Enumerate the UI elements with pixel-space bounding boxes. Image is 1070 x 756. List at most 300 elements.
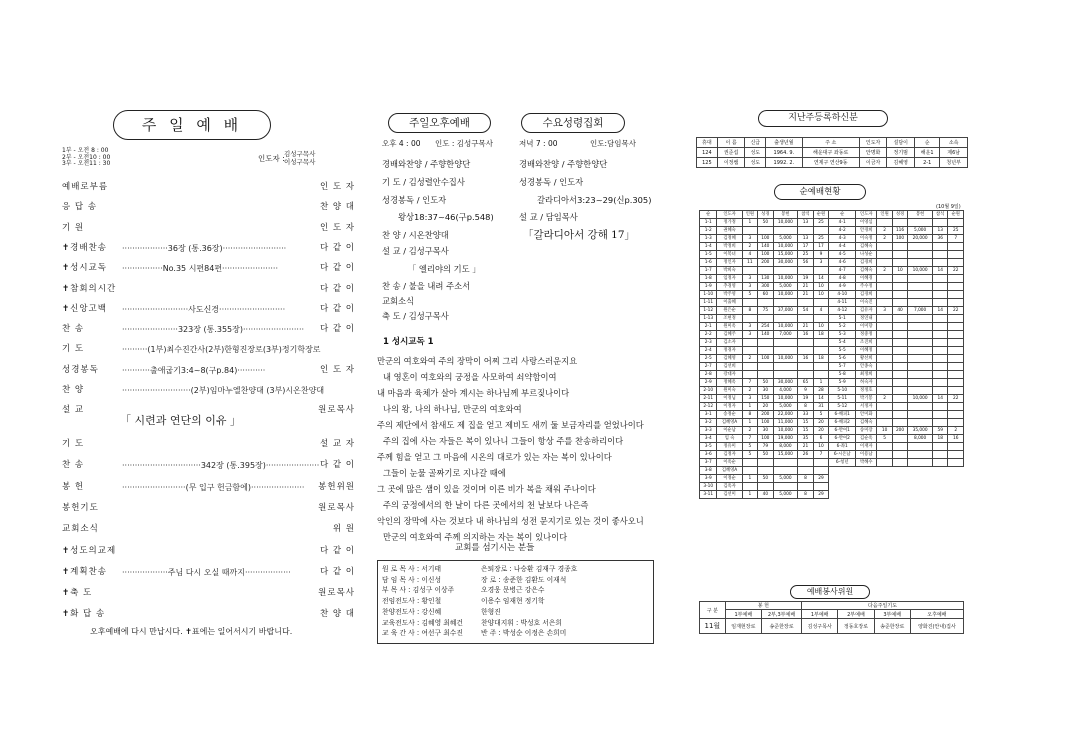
attend-cell — [908, 387, 933, 395]
attend-cell — [877, 371, 892, 379]
attend-cell: 1-7 — [700, 267, 717, 275]
attend-cell — [742, 299, 757, 307]
attend-cell: 8 — [742, 307, 757, 315]
attend-cell: 정경자 — [717, 347, 742, 355]
wed-time: 저녁 7 : 00 — [519, 139, 558, 148]
time-3: 3부 - 오전11 : 30 — [62, 160, 111, 167]
attend-cell — [948, 347, 964, 355]
attend-cell: 100 — [758, 235, 773, 243]
attend-cell: 10,000 — [773, 323, 798, 331]
staff-cell: 반 주 : 박성순 이정은 손희미 — [481, 629, 567, 638]
order-leader: 다 같 이 — [319, 283, 355, 294]
attend-cell: 22 — [948, 395, 964, 403]
attend-cell — [948, 379, 964, 387]
attend-cell — [798, 483, 813, 491]
order-row — [62, 302, 355, 317]
attend-cell: 200 — [758, 259, 773, 267]
attend-cell: 김소자 — [717, 339, 742, 347]
attend-cell: 200 — [892, 427, 907, 435]
staff-box — [377, 560, 654, 644]
attend-cell — [877, 259, 892, 267]
attend-cell — [829, 491, 856, 499]
attend-row — [700, 459, 964, 467]
attend-row — [700, 387, 964, 395]
footer-note: 오후예배에 다시 만납시다. ✝표에는 일어서시기 바랍니다. — [90, 627, 293, 636]
attend-cell: 3 — [742, 395, 757, 403]
staff-cell: 한형진 — [481, 607, 501, 616]
attend-row — [700, 435, 964, 443]
attend-cell: 9 — [813, 251, 828, 259]
attend-row — [700, 475, 964, 483]
attend-cell — [948, 475, 964, 483]
attend-header: 참석 — [798, 211, 813, 219]
attend-cell: 6-해피1 — [829, 411, 856, 419]
attend-cell: 5 — [742, 291, 757, 299]
reading-line: 만군의 여호와여 주의 장막이 어찌 그리 사랑스러운지요 — [377, 356, 578, 366]
attend-cell: 김정혜 — [717, 235, 742, 243]
attend-cell — [948, 387, 964, 395]
attend-cell — [773, 363, 798, 371]
attend-cell — [813, 347, 828, 355]
staff-cell: 부 목 사 : 김성구 이상주 — [382, 586, 455, 595]
attend-cell: 조현정 — [717, 315, 742, 323]
attend-cell — [813, 299, 828, 307]
attend-cell: 1-12 — [700, 307, 717, 315]
attend-cell — [798, 467, 813, 475]
attend-cell: 2 — [742, 355, 757, 363]
attend-cell — [948, 323, 964, 331]
attend-cell — [932, 355, 947, 363]
attend-cell: 11 — [742, 259, 757, 267]
attend-cell — [877, 299, 892, 307]
attend-cell: 2 — [877, 395, 892, 403]
attend-cell: 정연내 — [856, 315, 877, 323]
attend-cell: 4-6 — [829, 259, 856, 267]
attend-cell: 1-4 — [700, 243, 717, 251]
attend-cell: 18 — [932, 435, 947, 443]
attend-cell: 5-5 — [829, 347, 856, 355]
attend-cell — [798, 339, 813, 347]
attend-cell — [877, 491, 892, 499]
order-leader: 원로목사 — [318, 405, 355, 416]
attend-cell — [932, 219, 947, 227]
order-label: 찬 양 — [62, 385, 85, 395]
attend-cell: 권혜숙 — [717, 227, 742, 235]
attend-cell: 10,000 — [773, 395, 798, 403]
staff-row — [378, 564, 581, 575]
duty-cell: 임재현장로 — [725, 619, 761, 634]
duty-cell: 송준한장로 — [761, 619, 801, 634]
attend-cell — [877, 251, 892, 259]
attend-cell — [948, 275, 964, 283]
attend-cell: 10,000 — [773, 291, 798, 299]
attend-cell: 서정자 — [856, 403, 877, 411]
order-leader: 인 도 자 — [319, 222, 355, 233]
attend-cell: 10,000 — [773, 243, 798, 251]
attend-cell: 이정자 — [717, 403, 742, 411]
order-label: 봉헌기도 — [62, 502, 99, 513]
attend-cell: 4-7 — [829, 267, 856, 275]
order-label: 찬 송 — [62, 324, 85, 335]
attend-cell — [908, 243, 933, 251]
attend-cell — [877, 475, 892, 483]
attend-cell — [877, 387, 892, 395]
attend-cell — [908, 347, 933, 355]
attend-cell: 2-2 — [700, 331, 717, 339]
attend-cell: 2 — [742, 243, 757, 251]
duty-header-row — [700, 602, 964, 610]
attend-row — [700, 315, 964, 323]
attend-cell: 2 — [948, 427, 964, 435]
attend-cell: 60 — [758, 291, 773, 299]
attend-cell — [798, 227, 813, 235]
order-row — [62, 322, 355, 337]
attend-cell: 5,000 — [773, 283, 798, 291]
attend-cell — [932, 467, 947, 475]
order-label: 봉 헌 — [62, 481, 85, 492]
reg-cell: 정기범 — [887, 148, 915, 158]
attend-cell: 18 — [813, 331, 828, 339]
attend-cell — [948, 339, 964, 347]
attend-cell: 1-3 — [700, 235, 717, 243]
attend-cell — [948, 371, 964, 379]
attend-cell — [932, 371, 947, 379]
attend-cell — [877, 379, 892, 387]
attend-cell — [908, 475, 933, 483]
attend-cell: 13 — [798, 219, 813, 227]
attend-cell: 1-9 — [700, 283, 717, 291]
attend-row — [700, 299, 964, 307]
order-label: ✝경배찬송 — [62, 242, 107, 253]
attend-cell — [813, 459, 828, 467]
staff-cell: 찬양대지휘 : 박성호 서은희 — [481, 618, 562, 627]
attend-cell — [908, 331, 933, 339]
attend-header: 순 — [700, 211, 717, 219]
attend-cell: 5,000 — [773, 235, 798, 243]
attend-cell — [908, 283, 933, 291]
attend-cell — [798, 459, 813, 467]
order-row — [62, 342, 355, 357]
attend-cell: 25 — [813, 219, 828, 227]
attend-cell — [908, 411, 933, 419]
order-label: ✝성도의교제 — [62, 545, 117, 556]
attend-cell — [773, 267, 798, 275]
attend-row — [700, 275, 964, 283]
attend-row — [700, 227, 964, 235]
order-row — [62, 522, 355, 537]
attend-cell: 10 — [813, 443, 828, 451]
attend-cell: 송정순 — [717, 411, 742, 419]
attend-cell — [742, 347, 757, 355]
attend-cell — [742, 459, 757, 467]
attend-cell — [742, 467, 757, 475]
attend-cell — [856, 475, 877, 483]
attend-cell: 송미장 — [856, 427, 877, 435]
attend-cell: 정중정 — [856, 331, 877, 339]
attend-cell — [932, 315, 947, 323]
attend-cell: 원미옥 — [717, 323, 742, 331]
attend-cell: 3-7 — [700, 459, 717, 467]
attend-header: 인도자 — [717, 211, 742, 219]
attend-cell — [829, 475, 856, 483]
attend-cell — [908, 443, 933, 451]
attend-cell: 5-2 — [829, 323, 856, 331]
attend-cell — [892, 379, 907, 387]
attend-row — [700, 483, 964, 491]
attend-cell — [908, 379, 933, 387]
staff-cell: 오경웅 문병근 강은수 — [481, 586, 545, 595]
attend-cell: 2-5 — [700, 355, 717, 363]
attend-cell: 10 — [813, 291, 828, 299]
order-leader: 다 같 이 — [319, 566, 355, 577]
order-label: 기 원 — [62, 222, 85, 233]
staff-row — [378, 585, 581, 596]
attend-cell: 14 — [932, 267, 947, 275]
attend-cell — [798, 299, 813, 307]
attend-cell — [758, 347, 773, 355]
time-1: 1부 - 오전 8 : 00 — [62, 147, 109, 154]
reg-cell: 1992. 2. — [766, 158, 802, 168]
reg-cell: 2-1 — [915, 158, 940, 168]
attend-cell: 59 — [932, 427, 947, 435]
attend-cell: 김순옥 — [856, 435, 877, 443]
attend-cell: 6-시온남 — [829, 451, 856, 459]
attend-cell: 31 — [813, 403, 828, 411]
attend-cell — [877, 363, 892, 371]
order-row — [62, 586, 355, 601]
reg-header: 휴대 — [697, 138, 718, 148]
attend-cell: 김유자 — [856, 307, 877, 315]
attend-cell — [798, 267, 813, 275]
attend-cell: 10 — [813, 323, 828, 331]
reg-cell: 청년부 — [940, 158, 968, 168]
attend-cell: 이재자 — [856, 443, 877, 451]
attend-cell: 2-9 — [700, 379, 717, 387]
reading-line: 만군의 여호와여 주께 의지하는 자는 복이 있나이다 — [383, 532, 568, 542]
attend-cell — [758, 363, 773, 371]
attend-header: 성경 — [892, 211, 907, 219]
attend-cell — [758, 371, 773, 379]
attend-cell: 2-1 — [700, 323, 717, 331]
order-leader: 위 원 — [332, 524, 355, 535]
attend-cell — [948, 443, 964, 451]
attend-cell: 1 — [813, 379, 828, 387]
attend-cell: 7 — [742, 435, 757, 443]
attend-cell: 20 — [758, 403, 773, 411]
pm-time: 오후 4 : 00 — [382, 139, 421, 148]
order-detail: ·······························342장 (통.395장)····················· — [122, 461, 320, 471]
attend-cell: 254 — [758, 323, 773, 331]
attend-cell: 1-1 — [700, 219, 717, 227]
attend-cell: 10,000 — [773, 275, 798, 283]
order-row — [62, 282, 355, 297]
attend-cell: 5 — [742, 451, 757, 459]
order-row — [62, 363, 355, 378]
attend-cell: 3 — [742, 323, 757, 331]
attend-cell: 50 — [758, 219, 773, 227]
attend-cell — [948, 259, 964, 267]
attend-cell: 5-6 — [829, 355, 856, 363]
attend-cell — [798, 363, 813, 371]
attend-cell: 1-8 — [700, 275, 717, 283]
order-row — [62, 221, 355, 236]
attend-row — [700, 427, 964, 435]
attend-cell — [892, 443, 907, 451]
reg-cell: 권준섭 — [717, 148, 745, 158]
attend-cell: 33 — [798, 411, 813, 419]
attend-cell — [948, 451, 964, 459]
reading-line: 나의 왕, 나의 하나님, 만군의 여호와여 — [383, 404, 522, 414]
attend-cell — [932, 243, 947, 251]
attend-cell: 박주영 — [717, 291, 742, 299]
attend-cell: 16 — [798, 331, 813, 339]
attend-row — [700, 443, 964, 451]
attend-cell: 35,000 — [908, 427, 933, 435]
main-service-title: 주 일 예 배 — [113, 110, 271, 140]
reading-line: 내 마음과 육체가 살아 계시는 하나님께 부르짖나이다 — [377, 388, 570, 398]
attend-cell — [908, 323, 933, 331]
attend-cell — [877, 291, 892, 299]
attend-cell — [948, 403, 964, 411]
order-leader: 인 도 자 — [319, 182, 355, 192]
attend-cell: 이정순 — [717, 475, 742, 483]
attend-cell — [932, 419, 947, 427]
attend-cell: 3-9 — [700, 475, 717, 483]
attend-cell: 50 — [758, 451, 773, 459]
attend-cell: 안경희 — [856, 227, 877, 235]
order-label: 설 교 — [62, 405, 85, 416]
attend-cell — [813, 267, 828, 275]
attend-cell — [877, 219, 892, 227]
pm-item: 성경봉독 / 인도자 — [382, 195, 447, 205]
attend-cell: 19 — [798, 275, 813, 283]
attend-cell: 2-11 — [700, 395, 717, 403]
attend-cell: 1 — [742, 403, 757, 411]
reading-line: 주께 힘을 얻고 그 마음에 시온의 대로가 있는 자는 복이 있나이다 — [377, 452, 612, 462]
attend-cell — [892, 451, 907, 459]
attend-cell — [798, 315, 813, 323]
attend-cell: 75 — [758, 307, 773, 315]
reading-title: 1 성시교독 1 — [383, 337, 434, 347]
attend-cell: 14 — [932, 307, 947, 315]
attend-cell: 5-3 — [829, 331, 856, 339]
staff-row — [378, 628, 581, 639]
attend-cell — [773, 315, 798, 323]
order-leader: 다 같 이 — [319, 545, 355, 556]
attend-cell — [773, 371, 798, 379]
order-row — [62, 383, 355, 398]
attend-cell — [877, 339, 892, 347]
attend-cell — [892, 251, 907, 259]
attend-cell: 3 — [742, 283, 757, 291]
attend-cell — [932, 451, 947, 459]
order-row — [62, 607, 355, 622]
attend-cell — [892, 395, 907, 403]
duty-cell: 양화진(안내)집사 — [910, 619, 963, 634]
pm-item: 찬 양 / 시온찬양대 — [382, 230, 449, 240]
attend-cell: 김혜숙 — [856, 419, 877, 427]
attend-cell: 5,000 — [908, 227, 933, 235]
service-times — [62, 148, 110, 168]
attend-cell — [892, 419, 907, 427]
order-label: 찬 송 — [62, 460, 85, 471]
attend-header: 순 — [829, 211, 856, 219]
attend-cell: 3-5 — [700, 443, 717, 451]
order-detail: ··················주님 다시 오실 때까지·················· — [122, 567, 291, 577]
attend-cell — [758, 227, 773, 235]
attend-cell: 정유미 — [717, 443, 742, 451]
attend-cell: 10,000 — [908, 395, 933, 403]
afternoon-service-title: 주일오후예배 — [388, 113, 491, 133]
order-row — [62, 480, 355, 495]
new-members-title: 지난주등록하신분 — [758, 110, 888, 127]
attend-cell: 2 — [877, 267, 892, 275]
reading-line: 내 영혼이 여호와의 궁정을 사모하여 쇠약함이여 — [383, 372, 557, 382]
attend-cell: 2 — [877, 235, 892, 243]
reg-header: 소속 — [940, 138, 968, 148]
order-row — [62, 458, 355, 473]
attend-cell: 2 — [742, 387, 757, 395]
attend-cell: 4-3 — [829, 235, 856, 243]
attend-cell: 14 — [813, 395, 828, 403]
attend-cell — [948, 459, 964, 467]
attend-cell: 20 — [813, 427, 828, 435]
wednesday-service-title: 수요성령집회 — [521, 113, 625, 133]
attend-cell: 정혜옥 — [717, 379, 742, 387]
attend-cell — [908, 259, 933, 267]
attend-cell — [773, 347, 798, 355]
attend-cell — [948, 291, 964, 299]
attend-cell: 4 — [742, 251, 757, 259]
attend-cell: 김혜주 — [717, 331, 742, 339]
order-leader: 다 같 이 — [319, 303, 355, 314]
attend-cell — [892, 323, 907, 331]
attend-cell: 2-10 — [700, 387, 717, 395]
attend-cell — [892, 475, 907, 483]
attend-cell — [773, 227, 798, 235]
attend-row — [700, 291, 964, 299]
reg-cell: 125 — [697, 158, 718, 168]
attend-cell: 이복녀 — [717, 251, 742, 259]
order-detail: ··························사도신경·························· — [122, 304, 286, 314]
attend-cell: 김혜숙 — [856, 243, 877, 251]
duty-subheader: 3부예배 — [874, 610, 910, 619]
attend-cell: 1-6 — [700, 259, 717, 267]
attend-cell: 25 — [798, 251, 813, 259]
attend-cell — [773, 483, 798, 491]
pm-item: 축 도 / 김성구목사 — [382, 311, 449, 321]
attend-cell: 25 — [948, 227, 964, 235]
reg-cell: 제6남 — [940, 148, 968, 158]
staff-cell: 은퇴장로 : 나승환 김재구 경종호 — [481, 565, 578, 573]
attend-cell — [773, 467, 798, 475]
attend-cell: 30,000 — [773, 259, 798, 267]
attend-cell: 이용남 — [856, 451, 877, 459]
attend-cell: 이숙진 — [856, 299, 877, 307]
attend-cell: 3-3 — [700, 427, 717, 435]
attend-cell — [758, 483, 773, 491]
attend-cell: 7,000 — [908, 307, 933, 315]
attend-cell: 허숙자 — [856, 379, 877, 387]
order-label: ✝참회의시간 — [62, 283, 117, 294]
attend-cell — [758, 315, 773, 323]
attend-cell: 22,000 — [773, 411, 798, 419]
attend-cell: 김혜영A — [717, 467, 742, 475]
attend-cell: 16 — [948, 435, 964, 443]
attend-cell — [798, 347, 813, 355]
attend-cell — [948, 467, 964, 475]
attend-header: 인원 — [742, 211, 757, 219]
